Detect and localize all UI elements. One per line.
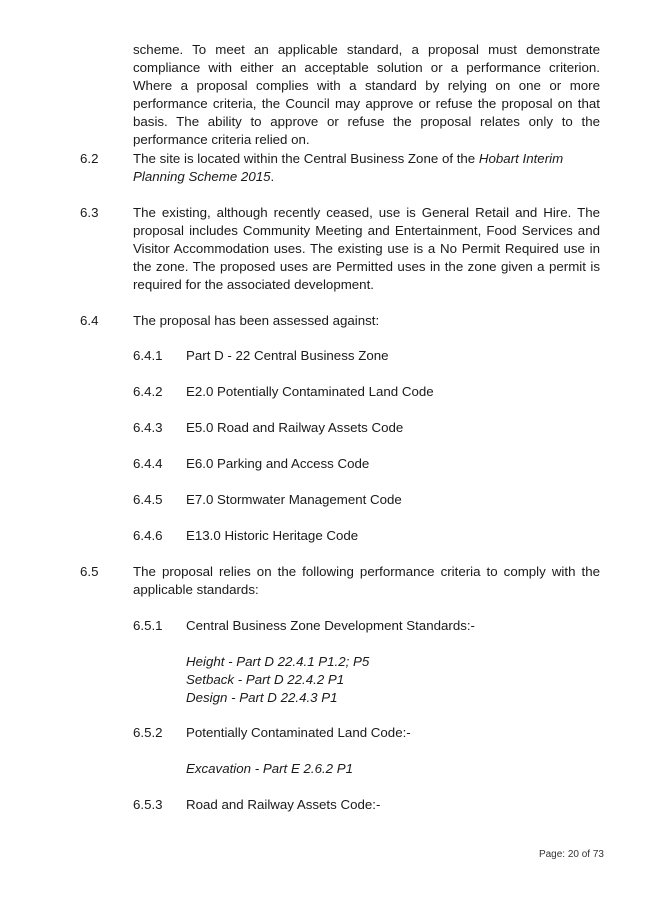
item-number-6-4-1: 6.4.1 <box>133 348 163 363</box>
item-text-6-4-6: E13.0 Historic Heritage Code <box>186 528 359 543</box>
intro-paragraph: scheme. To meet an applicable standard, a proposal must demonstrate compliance with either an acceptable solution or a performance criterion. Where a proposal complies with a standard by relying on one or more performance criteria, the Council may approve or refuse the proposal on that basis. The ability to approve or refuse the proposal relates only to the performance criteria relied on. <box>133 42 600 147</box>
page-number: Page: 20 of 73 <box>538 849 604 860</box>
item-number-6-5-1: 6.5.1 <box>133 618 163 633</box>
section-number-6-3: 6.3 <box>80 205 99 220</box>
section-6-2-text <box>133 150 600 186</box>
scheme-name: Hobart Interim Planning Scheme 2015 <box>133 151 564 184</box>
item-text-6-5-1: Central Business Zone Development Standards:- <box>186 618 475 633</box>
item-text-6-5-2: Potentially Contaminated Land Code:- <box>186 725 411 740</box>
item-text-6-4-1: Part D - 22 Central Business Zone <box>186 348 389 363</box>
criterion-height: Height - Part D 22.4.1 P1.2; P5 <box>186 654 370 669</box>
item-number-6-4-5: 6.4.5 <box>133 492 163 507</box>
item-number-6-5-2: 6.5.2 <box>133 725 163 740</box>
section-number-6-2: 6.2 <box>80 151 99 166</box>
item-text-6-4-2: E2.0 Potentially Contaminated Land Code <box>186 384 434 399</box>
item-text-6-4-3: E5.0 Road and Railway Assets Code <box>186 420 404 435</box>
item-number-6-4-6: 6.4.6 <box>133 528 163 543</box>
item-text-6-4-5: E7.0 Stormwater Management Code <box>186 492 402 507</box>
item-number-6-4-2: 6.4.2 <box>133 384 163 399</box>
section-6-2-text-start: The site is located within the Central Business Zone of the <box>133 151 479 166</box>
criterion-excavation: Excavation - Part E 2.6.2 P1 <box>186 761 354 776</box>
item-text-6-4-4: E6.0 Parking and Access Code <box>186 456 370 471</box>
item-number-6-4-3: 6.4.3 <box>133 420 163 435</box>
section-number-6-5: 6.5 <box>80 564 99 579</box>
section-6-3-text: The existing, although recently ceased, use is General Retail and Hire. The proposal includes Community Meeting and Entertainment, Food Services and Visitor Accommodation uses. The existing use is a No Permit Required use in the zone. The proposed uses are Permitted uses in the zone given a permit is required for the associated development. <box>133 205 600 292</box>
criterion-setback: Setback - Part D 22.4.2 P1 <box>186 672 345 687</box>
item-number-6-5-3: 6.5.3 <box>133 797 163 812</box>
criterion-design: Design - Part D 22.4.3 P1 <box>186 690 338 705</box>
item-text-6-5-3: Road and Railway Assets Code:- <box>186 797 381 812</box>
section-6-5-text: The proposal relies on the following performance criteria to comply with the applicable standards: <box>133 564 600 597</box>
section-6-2-text-end: . <box>270 169 275 184</box>
section-number-6-4: 6.4 <box>80 313 99 328</box>
item-number-6-4-4: 6.4.4 <box>133 456 163 471</box>
section-6-4-text: The proposal has been assessed against: <box>133 313 380 328</box>
